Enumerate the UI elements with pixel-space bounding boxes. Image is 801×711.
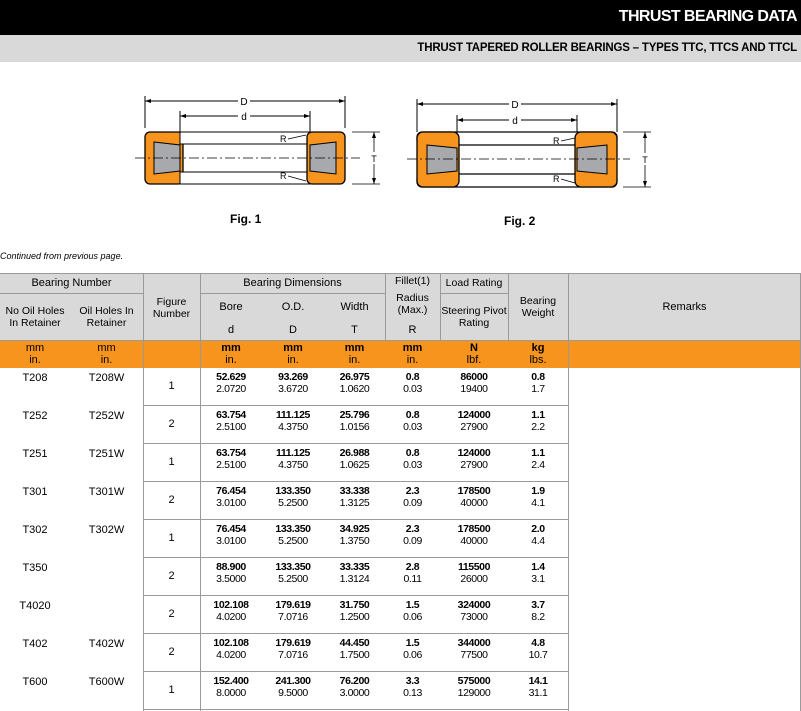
cell-figure-number: 2: [168, 418, 175, 430]
cell-width-secondary: 1.3125: [339, 497, 370, 509]
cell-fillet: [385, 523, 440, 547]
header-load-rating: Load Rating: [445, 277, 503, 289]
cell-weight-secondary: 4.1: [531, 497, 545, 509]
fig1-label-R-bottom: R: [280, 171, 287, 181]
header-fillet: Fillet(1): [394, 275, 430, 287]
cell-bore: [200, 523, 262, 547]
cell-width: [324, 485, 385, 509]
cell-fillet-primary: 2.3: [405, 523, 420, 535]
header-figure-number: Figure Number: [152, 296, 191, 320]
cell-bore: [200, 485, 262, 509]
cell-fillet: [385, 675, 440, 699]
cell-load-rating-secondary: 19400: [460, 383, 488, 395]
cell-load-rating: [440, 675, 508, 699]
cell-load-rating: [440, 523, 508, 547]
cell-load-rating-primary: 124000: [457, 447, 491, 459]
cell-load-rating: [440, 561, 508, 585]
cell-weight-secondary: 8.2: [531, 611, 545, 623]
cell-load-rating-primary: 115500: [457, 561, 491, 573]
cell-fillet-primary: 3.3: [405, 675, 420, 687]
cell-fillet: [385, 561, 440, 585]
unit-in: in.: [29, 354, 41, 366]
cell-figure-number: 2: [168, 494, 175, 506]
cell-no-oil-holes: T302: [22, 524, 48, 536]
cell-width-primary: 34.925: [339, 523, 370, 535]
symbol-width: T: [351, 324, 358, 336]
cell-load-rating-secondary: 40000: [460, 535, 488, 547]
table-row: [0, 596, 801, 634]
cell-bore-primary: 76.454: [216, 523, 246, 535]
cell-width-secondary: 1.0625: [339, 459, 370, 471]
cell-od: [262, 637, 324, 661]
cell-od-primary: 93.269: [278, 371, 308, 383]
cell-weight-primary: 0.8: [531, 371, 545, 383]
cell-width-secondary: 1.3124: [339, 573, 370, 585]
cell-fillet: [385, 371, 440, 395]
cell-bore-primary: 102.108: [213, 599, 249, 611]
cell-width-secondary: 1.0156: [339, 421, 370, 433]
cell-width-primary: 33.338: [339, 485, 370, 497]
cell-bore-secondary: 3.5000: [216, 573, 246, 585]
cell-fillet-primary: 0.8: [405, 371, 420, 383]
cell-fillet-secondary: 0.03: [403, 421, 422, 433]
cell-fillet-secondary: 0.09: [403, 497, 422, 509]
cell-width: [324, 371, 385, 395]
cell-bore: [200, 447, 262, 471]
cell-fillet-secondary: 0.03: [403, 459, 422, 471]
cell-weight-secondary: 2.4: [531, 459, 545, 471]
cell-od: [262, 523, 324, 547]
table-row: [0, 634, 801, 672]
page-subtitle: THRUST TAPERED ROLLER BEARINGS – TYPES TTC, TTCS AND TTCL: [417, 42, 797, 54]
cell-bore-primary: 88.900: [216, 561, 246, 573]
cell-weight-primary: 1.9: [531, 485, 545, 497]
cell-bore: [200, 675, 262, 699]
cell-weight-primary: 1.4: [531, 561, 545, 573]
figure-1-diagram: [130, 92, 390, 192]
cell-bore: [200, 409, 262, 433]
cell-weight-secondary: 1.7: [531, 383, 545, 395]
cell-fillet-primary: 1.5: [405, 599, 420, 611]
cell-od-secondary: 4.3750: [278, 459, 308, 471]
table-row: [0, 558, 801, 596]
cell-weight-primary: 1.1: [531, 447, 545, 459]
cell-od: [262, 561, 324, 585]
cell-fillet-secondary: 0.11: [403, 573, 422, 585]
unit-in: in.: [406, 354, 419, 366]
cell-load-rating-primary: 178500: [457, 523, 491, 535]
unit-mm: mm: [97, 342, 116, 354]
cell-width: [324, 561, 385, 585]
header-no-oil-holes: No Oil Holes In Retainer: [5, 305, 65, 329]
unit-lbs: lbs.: [529, 354, 547, 366]
cell-od: [262, 447, 324, 471]
fig1-label-D: D: [240, 97, 248, 108]
cell-weight-primary: 3.7: [531, 599, 545, 611]
cell-fillet-primary: 0.8: [405, 447, 420, 459]
cell-fillet: [385, 485, 440, 509]
cell-weight-primary: 1.1: [531, 409, 545, 421]
cell-load-rating-primary: 124000: [457, 409, 491, 421]
cell-weight: [508, 637, 568, 661]
header-steering-pivot: Steering Pivot Rating: [441, 305, 507, 329]
cell-weight-secondary: 3.1: [531, 573, 545, 585]
cell-od: [262, 599, 324, 623]
cell-bore: [200, 371, 262, 395]
cell-od-secondary: 7.0716: [278, 611, 308, 623]
cell-load-rating-primary: 178500: [457, 485, 491, 497]
symbol-bore: d: [227, 324, 235, 336]
continued-note: Continued from previous page.: [0, 251, 124, 261]
cell-width-secondary: 1.2500: [339, 611, 370, 623]
cell-width-primary: 26.988: [339, 447, 370, 459]
cell-od-primary: 111.125: [276, 447, 310, 459]
cell-load-rating-secondary: 26000: [460, 573, 488, 585]
cell-bore-secondary: 3.0100: [216, 535, 246, 547]
figure-2-caption: Fig. 2: [504, 214, 536, 228]
cell-load-rating: [440, 409, 508, 433]
cell-od-primary: 111.125: [276, 409, 310, 421]
cell-bore-secondary: 2.5100: [216, 421, 246, 433]
cell-width-secondary: 3.0000: [339, 687, 370, 699]
cell-fillet-primary: 1.5: [405, 637, 420, 649]
cell-fillet-secondary: 0.13: [403, 687, 422, 699]
cell-load-rating: [440, 447, 508, 471]
cell-load-rating: [440, 371, 508, 395]
cell-bore-primary: 76.454: [216, 485, 246, 497]
cell-width-secondary: 1.3750: [339, 535, 370, 547]
table-row: [0, 444, 801, 482]
cell-bore: [200, 561, 262, 585]
cell-fillet: [385, 409, 440, 433]
cell-fillet-primary: 2.8: [405, 561, 420, 573]
cell-load-rating-secondary: 27900: [460, 421, 488, 433]
cell-weight: [508, 485, 568, 509]
cell-oil-holes: T252W: [88, 410, 125, 422]
unit-mm: mm: [402, 342, 423, 354]
unit-mm: mm: [344, 342, 365, 354]
cell-load-rating: [440, 599, 508, 623]
header-od: O.D.: [281, 301, 305, 313]
cell-bore-secondary: 8.0000: [216, 687, 246, 699]
cell-no-oil-holes: T402: [22, 638, 48, 650]
fig1-label-R-top: R: [280, 134, 287, 144]
cell-od-primary: 133.350: [275, 485, 311, 497]
fig2-label-d: d: [512, 116, 518, 127]
cell-weight: [508, 561, 568, 585]
cell-width: [324, 599, 385, 623]
cell-no-oil-holes: T600: [22, 676, 48, 688]
cell-fillet-secondary: 0.06: [403, 649, 422, 661]
cell-weight-primary: 14.1: [528, 675, 548, 687]
cell-bore-secondary: 2.0720: [216, 383, 246, 395]
table-row: [0, 672, 801, 710]
cell-bore-secondary: 3.0100: [216, 497, 246, 509]
cell-figure-number: 1: [168, 380, 175, 392]
cell-od: [262, 371, 324, 395]
cell-width-primary: 26.975: [339, 371, 370, 383]
cell-bore: [200, 637, 262, 661]
cell-bore-secondary: 4.0200: [216, 649, 246, 661]
cell-weight: [508, 371, 568, 395]
cell-weight-secondary: 4.4: [531, 535, 545, 547]
cell-load-rating-primary: 344000: [457, 637, 491, 649]
unit-mm: mm: [25, 342, 45, 354]
cell-load-rating-secondary: 27900: [460, 459, 488, 471]
cell-figure-number: 1: [168, 456, 175, 468]
figure-1-caption: Fig. 1: [230, 212, 262, 226]
cell-width-secondary: 1.0620: [339, 383, 370, 395]
table-row: [0, 520, 801, 558]
cell-od-secondary: 9.5000: [278, 687, 308, 699]
cell-width-primary: 25.796: [339, 409, 370, 421]
cell-load-rating-secondary: 40000: [460, 497, 488, 509]
cell-width-primary: 44.450: [339, 637, 370, 649]
cell-oil-holes: T208W: [88, 372, 125, 384]
fig1-label-T: T: [371, 154, 377, 164]
cell-width-primary: 31.750: [339, 599, 370, 611]
cell-fillet: [385, 447, 440, 471]
bearing-table: [0, 273, 801, 711]
cell-no-oil-holes: T350: [22, 562, 48, 574]
cell-figure-number: 1: [168, 684, 175, 696]
cell-weight-secondary: 31.1: [528, 687, 548, 699]
cell-od-primary: 179.619: [275, 637, 311, 649]
unit-lbf: lbf.: [466, 354, 482, 366]
cell-no-oil-holes: T251: [22, 448, 48, 460]
page-title: THRUST BEARING DATA: [618, 8, 797, 25]
cell-od-secondary: 5.2500: [278, 497, 308, 509]
unit-in: in.: [225, 354, 237, 366]
cell-od-secondary: 3.6720: [278, 383, 308, 395]
cell-no-oil-holes: T4020: [19, 600, 51, 612]
header-remarks: Remarks: [662, 301, 707, 313]
unit-in: in.: [348, 354, 361, 366]
header-oil-holes: Oil Holes In Retainer: [79, 305, 134, 329]
cell-bore-primary: 152.400: [213, 675, 249, 687]
cell-no-oil-holes: T252: [22, 410, 48, 422]
unit-mm: mm: [221, 342, 241, 354]
symbol-od: D: [289, 324, 297, 336]
unit-kg: kg: [531, 342, 545, 354]
cell-width: [324, 637, 385, 661]
cell-od-primary: 133.350: [275, 523, 311, 535]
symbol-fillet: R: [408, 324, 417, 336]
header-bearing-number: Bearing Number: [31, 277, 112, 289]
cell-no-oil-holes: T301: [22, 486, 48, 498]
cell-oil-holes: T402W: [88, 638, 125, 650]
cell-width-secondary: 1.7500: [339, 649, 370, 661]
cell-weight: [508, 409, 568, 433]
cell-load-rating-secondary: 77500: [460, 649, 488, 661]
cell-fillet: [385, 599, 440, 623]
cell-fillet-secondary: 0.03: [403, 383, 422, 395]
cell-bore: [200, 599, 262, 623]
cell-width-primary: 33.335: [339, 561, 370, 573]
cell-load-rating-primary: 324000: [457, 599, 491, 611]
unit-n: N: [470, 342, 478, 354]
cell-od-secondary: 4.3750: [278, 421, 308, 433]
fig2-label-R-bottom: R: [553, 174, 560, 184]
unit-in: in.: [287, 354, 299, 366]
cell-width: [324, 523, 385, 547]
header-bore: Bore: [219, 301, 243, 313]
cell-bore-primary: 63.754: [216, 447, 246, 459]
cell-od-primary: 133.350: [275, 561, 311, 573]
cell-fillet-secondary: 0.06: [403, 611, 422, 623]
cell-width: [324, 447, 385, 471]
cell-weight: [508, 675, 568, 699]
fig2-label-D: D: [511, 100, 519, 111]
cell-bore-primary: 63.754: [216, 409, 246, 421]
cell-bore-secondary: 2.5100: [216, 459, 246, 471]
cell-figure-number: 1: [168, 532, 175, 544]
unit-mm: mm: [283, 342, 303, 354]
header-bearing-dimensions: Bearing Dimensions: [243, 277, 342, 289]
cell-width: [324, 409, 385, 433]
units-row: [0, 340, 801, 368]
cell-od: [262, 485, 324, 509]
cell-figure-number: 2: [168, 570, 175, 582]
table-row: [0, 368, 801, 406]
cell-oil-holes: T600W: [88, 676, 125, 688]
table-row: [0, 406, 801, 444]
cell-fillet: [385, 637, 440, 661]
fig2-label-T: T: [642, 155, 648, 165]
cell-oil-holes: T251W: [88, 448, 125, 460]
cell-weight-secondary: 10.7: [528, 649, 548, 661]
cell-load-rating-primary: 575000: [457, 675, 491, 687]
cell-oil-holes: T302W: [88, 524, 125, 536]
cell-od: [262, 675, 324, 699]
cell-fillet-primary: 2.3: [405, 485, 420, 497]
cell-load-rating-primary: 86000: [460, 371, 488, 383]
cell-od-primary: 241.300: [275, 675, 311, 687]
cell-bore-primary: 52.629: [216, 371, 246, 383]
cell-od-secondary: 5.2500: [278, 573, 308, 585]
cell-od-secondary: 7.0716: [278, 649, 308, 661]
unit-in: in.: [100, 354, 113, 366]
cell-weight-primary: 2.0: [531, 523, 545, 535]
cell-od: [262, 409, 324, 433]
cell-bore-primary: 102.108: [213, 637, 249, 649]
fig1-label-d: d: [241, 112, 247, 123]
cell-fillet-primary: 0.8: [405, 409, 420, 421]
cell-load-rating: [440, 485, 508, 509]
header-bearing-weight: Bearing Weight: [519, 295, 557, 319]
cell-weight: [508, 447, 568, 471]
figure-2-diagram: [405, 94, 660, 194]
cell-width: [324, 675, 385, 699]
cell-weight-secondary: 2.2: [531, 421, 545, 433]
cell-figure-number: 2: [168, 646, 175, 658]
subtitle-bar: [0, 35, 801, 62]
cell-figure-number: 2: [168, 608, 175, 620]
cell-load-rating-secondary: 129000: [457, 687, 491, 699]
header-fillet-radius: Radius (Max.): [396, 292, 429, 316]
header-width: Width: [340, 301, 369, 313]
cell-load-rating: [440, 637, 508, 661]
cell-no-oil-holes: T208: [22, 372, 48, 384]
cell-od-primary: 179.619: [275, 599, 311, 611]
cell-load-rating-secondary: 73000: [460, 611, 488, 623]
cell-fillet-secondary: 0.09: [403, 535, 422, 547]
fig2-label-R-top: R: [553, 136, 560, 146]
cell-bore-secondary: 4.0200: [216, 611, 246, 623]
cell-weight: [508, 523, 568, 547]
cell-weight-primary: 4.8: [531, 637, 545, 649]
cell-weight: [508, 599, 568, 623]
cell-od-secondary: 5.2500: [278, 535, 308, 547]
title-bar: [0, 0, 801, 35]
table-row: [0, 482, 801, 520]
cell-width-primary: 76.200: [339, 675, 370, 687]
cell-oil-holes: T301W: [88, 486, 125, 498]
